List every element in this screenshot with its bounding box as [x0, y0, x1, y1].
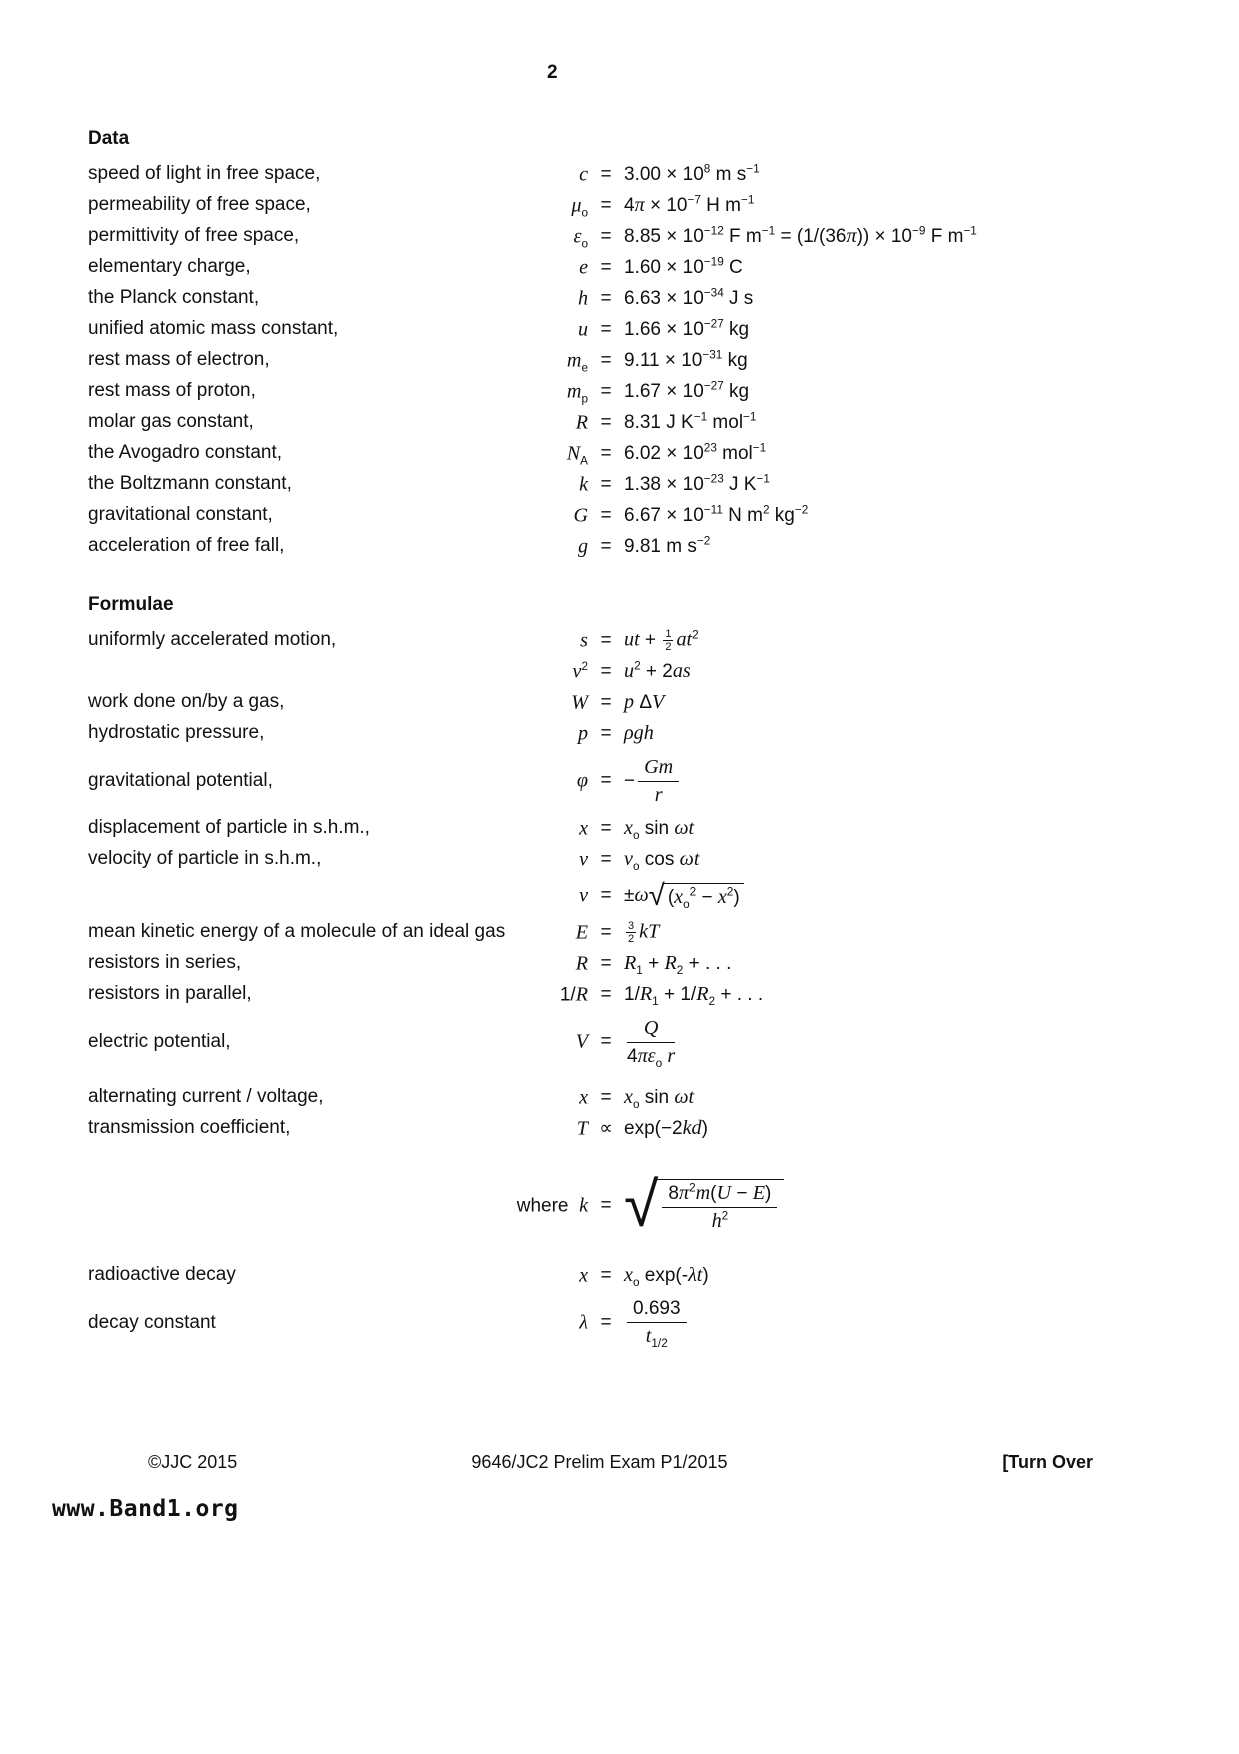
quantity-label: electric potential,: [88, 1030, 231, 1052]
table-row: [88, 345, 1173, 376]
table-row: [88, 407, 1173, 438]
symbol: E: [575, 921, 588, 943]
table-row: [88, 531, 1173, 562]
symbol: g: [577, 535, 588, 557]
quantity-label: transmission coefficient,: [88, 1117, 291, 1139]
relation-sign: =: [600, 349, 612, 371]
table-row: [88, 749, 1173, 813]
value-expression: p ΔV: [624, 691, 665, 713]
page-number: 2: [547, 62, 558, 83]
value-expression: $1/R_1 + 1/R_2$ + . . .: [624, 983, 764, 1008]
table-row: [88, 948, 1173, 979]
value-expression: $\frac{0.693}{t_{1/2}}$: [624, 1298, 1173, 1348]
relation-sign: =: [600, 885, 612, 906]
quantity-label: molar gas constant,: [88, 411, 254, 433]
symbol: 1/R: [559, 983, 588, 1005]
table-row: [88, 190, 1173, 221]
relation-sign: =: [600, 770, 612, 791]
relation-sign: =: [600, 380, 612, 402]
value-expression: $R_1 + R_2$ + . . .: [624, 952, 732, 977]
symbol: R: [575, 952, 588, 974]
value-expression: $\frac{3}{2}$ kT: [628, 919, 660, 945]
relation-sign: =: [600, 535, 612, 557]
quantity-label: permittivity of free space,: [88, 225, 300, 247]
relation-sign: =: [600, 1264, 612, 1286]
quantity-label: the Boltzmann constant,: [88, 473, 292, 495]
relation-sign: =: [600, 921, 612, 943]
quantity-label: gravitational constant,: [88, 504, 273, 526]
quantity-label: hydrostatic pressure,: [88, 722, 265, 744]
table-row: [88, 376, 1173, 407]
symbol: v: [579, 848, 588, 870]
table-row: [88, 1160, 1173, 1252]
symbol: x: [579, 817, 588, 839]
value-expression: $1.60 \times 10^{-19}$ C: [624, 255, 743, 278]
value-expression: $x_o$ exp(-λt): [624, 1264, 709, 1289]
footer-paper-code: 9646/JC2 Prelim Exam P1/2015: [471, 1452, 728, 1472]
page-footer: [0, 1452, 1239, 1478]
symbol: $v^2$: [572, 659, 588, 682]
symbol: $m_e$: [566, 349, 588, 374]
relation-sign: =: [600, 817, 612, 839]
quantity-label: acceleration of free fall,: [88, 535, 285, 557]
table-row: [88, 159, 1173, 190]
symbol: G: [573, 504, 588, 526]
value-expression: $6.67 \times 10^{-11}$ N $m^2$ $kg^{-2}$: [624, 503, 809, 526]
quantity-label: gravitational potential,: [88, 769, 273, 791]
symbol: k: [579, 473, 588, 495]
relation-sign: =: [600, 1195, 612, 1216]
relation-sign: =: [600, 691, 612, 713]
relation-sign: =: [600, 1031, 612, 1052]
quantity-label: rest mass of electron,: [88, 349, 270, 371]
table-row: [88, 221, 1173, 252]
value-expression: $1.66 \times 10^{-27}$ kg: [624, 317, 750, 340]
value-expression: √ $\frac{8\pi^2m(U - E)}{h^2}$: [624, 1179, 1173, 1233]
relation-sign: =: [600, 225, 612, 247]
value-expression: $v_o$ cos ωt: [624, 848, 700, 873]
table-row: [88, 718, 1173, 749]
data-constants-table: [88, 159, 1173, 562]
quantity-label: rest mass of proton,: [88, 380, 256, 402]
table-row: [88, 1260, 1173, 1291]
quantity-label: the Planck constant,: [88, 287, 260, 309]
table-row: [88, 917, 1173, 948]
data-section-heading: Data: [88, 128, 130, 149]
symbol: v: [579, 884, 588, 907]
quantity-label: mean kinetic energy of a molecule of an ideal gas: [88, 921, 506, 943]
value-expression: $4\pi \times 10^{-7}$ H $m^{-1}$: [624, 193, 755, 216]
quantity-label: velocity of particle in s.h.m.,: [88, 848, 322, 870]
value-expression: $\frac{Q}{4\pi\varepsilon_o r}$: [627, 1016, 676, 1070]
symbol: $\varepsilon_o$: [573, 225, 588, 250]
table-row: [88, 1113, 1173, 1144]
formulae-table: [88, 625, 1173, 1355]
symbol: e: [579, 256, 588, 278]
relation-sign: =: [600, 1086, 612, 1108]
table-row: [88, 1291, 1173, 1355]
relation-sign: =: [600, 722, 612, 744]
quantity-label: permeability of free space,: [88, 194, 311, 216]
table-row: [88, 875, 1173, 917]
table-row: [88, 625, 1173, 656]
symbol: x: [579, 1264, 588, 1286]
table-row: [88, 252, 1173, 283]
value-expression: ±ω √ $(x_o^2 - x^2)$: [624, 883, 1173, 909]
table-row: [88, 844, 1173, 875]
quantity-label: displacement of particle in s.h.m.,: [88, 817, 370, 839]
value-expression: $1.67 \times 10^{-27}$ kg: [624, 379, 750, 402]
relation-sign: =: [600, 629, 612, 651]
value-expression: 8.31 J $K^{-1}$ mol$^{-1}$: [624, 410, 757, 433]
value-expression: 9.81 m $s^{-2}$: [624, 534, 711, 557]
table-row: [88, 469, 1173, 500]
table-row: [88, 500, 1173, 531]
symbol: $N_A$: [566, 442, 588, 467]
symbol: c: [579, 163, 588, 185]
value-expression: $x_o$ sin ωt: [624, 1086, 695, 1111]
quantity-label: the Avogadro constant,: [88, 442, 283, 464]
quantity-label: resistors in parallel,: [88, 983, 252, 1005]
relation-sign: ∝: [599, 1118, 613, 1139]
symbol: λ: [579, 1311, 588, 1334]
relation-sign: =: [600, 318, 612, 340]
symbol: V: [575, 1030, 588, 1053]
value-expression: ut + $\frac{1}{2}$ $at^2$: [624, 627, 699, 653]
quantity-label: resistors in series,: [88, 952, 242, 974]
table-row: [88, 314, 1173, 345]
value-expression: $1.38 \times 10^{-23}$ J $K^{-1}$: [624, 472, 770, 495]
table-row: [88, 1082, 1173, 1113]
table-row: [88, 656, 1173, 687]
symbol: $\mu_o$: [571, 194, 588, 219]
value-expression: ρgh: [624, 722, 654, 744]
watermark-url: www.Band1.org: [52, 1496, 239, 1522]
value-expression: $6.63 \times 10^{-34}$ J s: [624, 286, 754, 309]
table-row: [88, 283, 1173, 314]
value-expression: $x_o$ sin ωt: [624, 817, 695, 842]
relation-sign: =: [600, 163, 612, 185]
relation-sign: =: [600, 411, 612, 433]
symbol: φ: [576, 769, 588, 792]
footer-turn-over: [Turn Over: [1002, 1452, 1093, 1472]
value-expression: $3.00 \times 10^8$ m $s^{-1}$: [624, 162, 760, 185]
relation-sign: =: [600, 194, 612, 216]
table-row: [88, 979, 1173, 1010]
footer-copyright: ©JJC 2015: [148, 1452, 238, 1472]
relation-sign: =: [600, 1312, 612, 1333]
quantity-label: alternating current / voltage,: [88, 1086, 324, 1108]
symbol: $m_p$: [566, 380, 588, 405]
symbol: T: [576, 1117, 588, 1139]
value-expression: $6.02 \times 10^{23}$ mol$^{-1}$: [624, 441, 767, 464]
table-row: [88, 438, 1173, 469]
symbol: x: [579, 1086, 588, 1108]
relation-sign: =: [600, 504, 612, 526]
quantity-label: unified atomic mass constant,: [88, 318, 339, 340]
relation-sign: =: [600, 256, 612, 278]
relation-sign: =: [600, 287, 612, 309]
relation-sign: =: [600, 983, 612, 1005]
symbol: h: [577, 287, 588, 309]
symbol: where k: [516, 1194, 588, 1217]
symbol: s: [580, 629, 588, 651]
table-row: [88, 1010, 1173, 1074]
quantity-label: elementary charge,: [88, 256, 251, 278]
quantity-label: uniformly accelerated motion,: [88, 629, 337, 651]
relation-sign: =: [600, 442, 612, 464]
quantity-label: radioactive decay: [88, 1264, 236, 1286]
table-row: [88, 687, 1173, 718]
table-row: [88, 813, 1173, 844]
symbol: W: [571, 691, 588, 713]
value-expression: exp(−2kd): [624, 1117, 708, 1139]
symbol: u: [577, 318, 588, 340]
value-expression: − $\frac{Gm}{r}$: [624, 756, 1173, 807]
symbol: R: [575, 411, 588, 433]
relation-sign: =: [600, 848, 612, 870]
relation-sign: =: [600, 660, 612, 682]
relation-sign: =: [600, 473, 612, 495]
quantity-label: decay constant: [88, 1311, 216, 1333]
quantity-label: work done on/by a gas,: [88, 691, 285, 713]
formulae-section-heading: Formulae: [88, 594, 174, 615]
symbol: p: [577, 722, 588, 744]
value-expression: $u^2 + 2as$: [624, 659, 691, 682]
page-content: [88, 128, 1173, 1355]
value-expression: $8.85 \times 10^{-12}$ F $m^{-1} = (1/(36\pi)) \times 10^{-9}$ F $m^{-1}$: [624, 224, 977, 247]
value-expression: $9.11 \times 10^{-31}$ kg: [624, 348, 748, 371]
quantity-label: speed of light in free space,: [88, 163, 321, 185]
relation-sign: =: [600, 952, 612, 974]
